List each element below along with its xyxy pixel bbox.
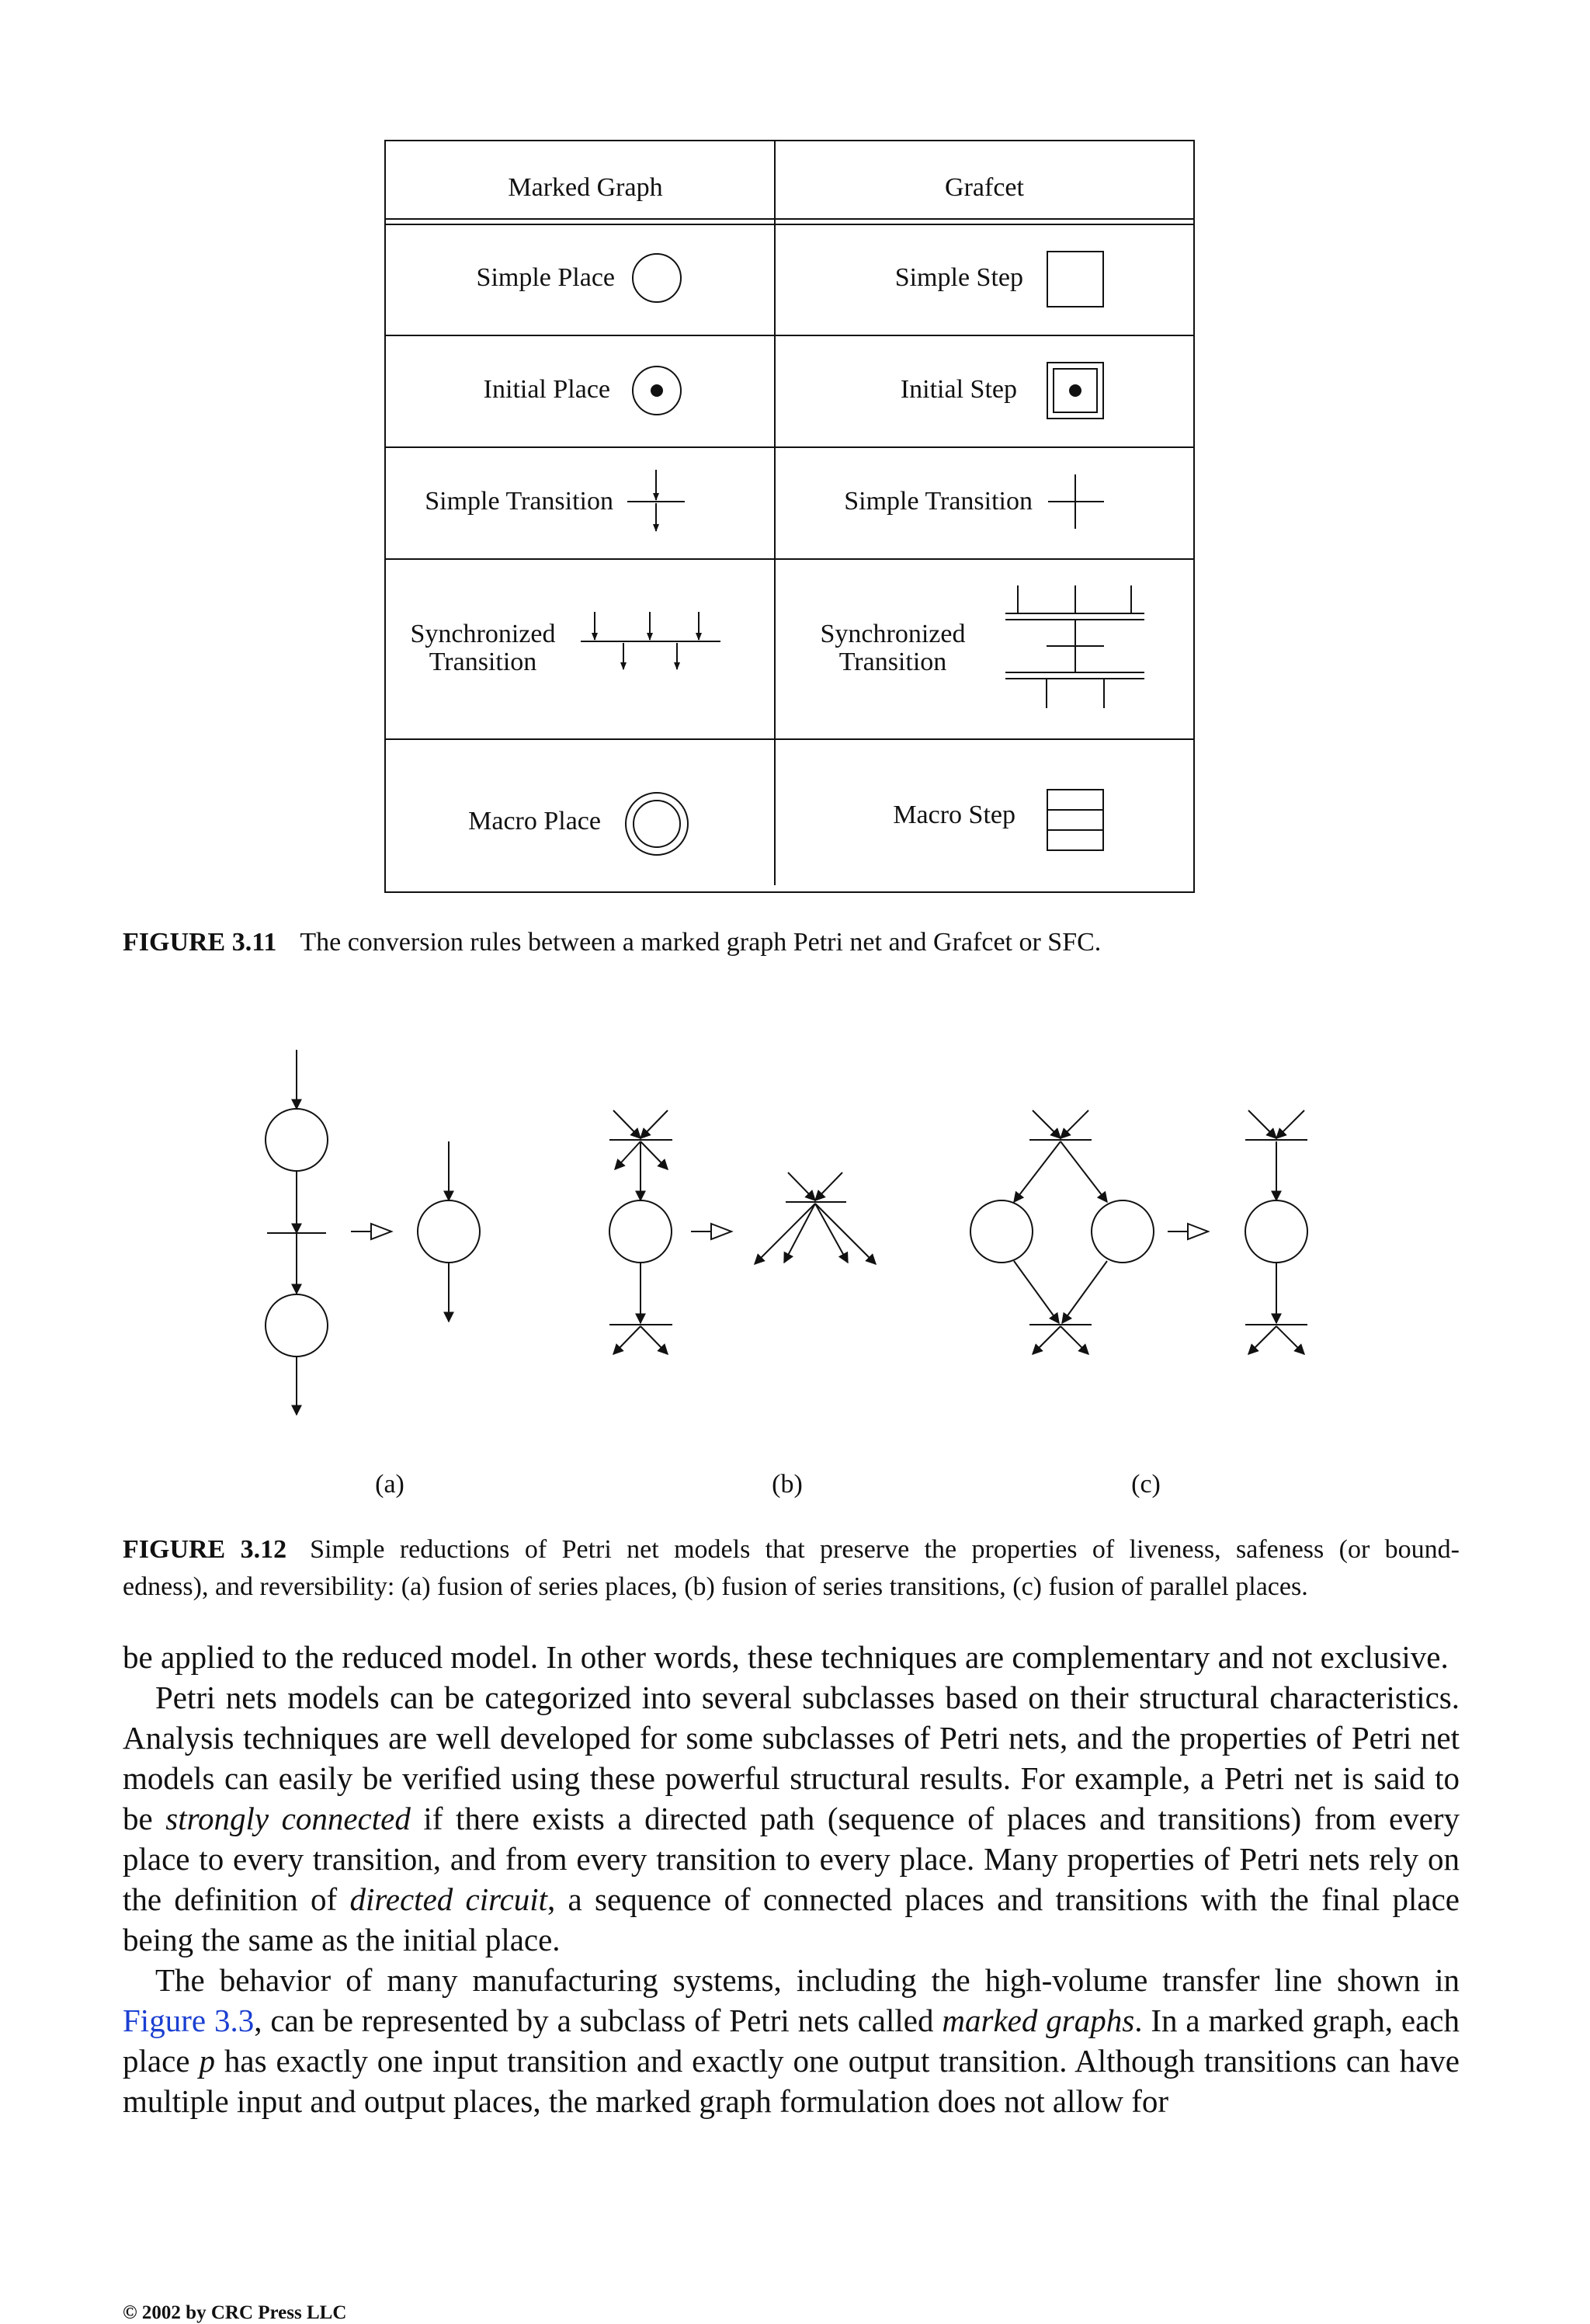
label-initial-step: Initial Step	[900, 375, 1017, 404]
panel-a-after	[418, 1141, 480, 1322]
p3-text-b: , can be represented by a subclass of Petri nets called	[254, 2003, 943, 2038]
label-sync-transition-left-1: Synchronized	[410, 620, 556, 648]
header-grafcet: Grafcet	[945, 173, 1024, 202]
figure-3-12-label: FIGURE 3.12	[123, 1535, 287, 1564]
label-sync-transition-right-1: Synchronized	[820, 620, 966, 648]
panel-b-before	[609, 1110, 672, 1354]
header-marked-graph: Marked Graph	[508, 173, 663, 202]
figure-3-12-caption-line1-text: Simple reductions of Petri net models that preserve the properties of liveness, safeness (or bound-	[310, 1535, 1460, 1564]
label-sync-transition-left-2: Transition	[429, 648, 537, 676]
reduction-arrow-icon-a	[351, 1224, 391, 1239]
figure-3-11-caption-text: The conversion rules between a marked graph Petri net and Grafcet or SFC.	[300, 928, 1102, 957]
copyright-footer: © 2002 by CRC Press LLC	[123, 2302, 347, 2323]
figure-3-12-caption-line-1	[123, 1531, 1460, 1568]
panel-label-c: (c)	[1131, 1470, 1161, 1499]
p3-text-c: . In a marked graph, each place	[123, 2003, 1460, 2079]
label-simple-transition-left: Simple Transition	[425, 487, 613, 516]
term-place-p: p	[199, 2043, 215, 2079]
paragraph-3	[123, 1960, 1460, 2121]
figure-3-12-caption-line-2: edness), and reversibility: (a) fusion of series places, (b) fusion of series transitions, (c) fusion of parallel places.	[123, 1572, 1308, 1601]
p3-text-a: The behavior of many manufacturing systems, including the high-volume transfer line shown in	[155, 1962, 1460, 1998]
panel-label-a: (a)	[375, 1470, 404, 1499]
p2-text-b: if there exists a directed path (sequence of places and transitions) from every place to every transition, and from every transition to every place. Many properties of Petri nets rely on the definition of	[123, 1801, 1460, 1917]
figure-3-3-link[interactable]: Figure 3.3	[123, 2003, 255, 2038]
label-simple-place: Simple Place	[476, 263, 615, 292]
term-marked-graphs: marked graphs	[942, 2003, 1135, 2038]
paragraph-1: be applied to the reduced model. In other words, these techniques are complementary and not exclusive.	[123, 1639, 1449, 1675]
label-simple-transition-right: Simple Transition	[844, 487, 1033, 516]
label-macro-place: Macro Place	[468, 807, 601, 835]
panel-a-before	[266, 1050, 328, 1415]
body-text	[123, 1637, 1460, 2121]
reduction-arrow-icon-b	[691, 1224, 731, 1239]
p3-text-d: has exactly one input transition and exactly one output transition. Although transitions can have multiple input and output places, the marked graph formulation does not allow for	[123, 2043, 1460, 2119]
panel-c-before	[970, 1110, 1154, 1354]
term-directed-circuit: directed circuit	[349, 1881, 548, 1917]
label-macro-step: Macro Step	[893, 801, 1015, 829]
label-initial-place: Initial Place	[483, 375, 610, 404]
panel-b-after	[755, 1172, 876, 1264]
figure-3-12-caption	[123, 1531, 1460, 1606]
reduction-arrow-icon-c	[1168, 1224, 1208, 1239]
term-strongly-connected: strongly connected	[165, 1801, 411, 1836]
figure-3-11-label: FIGURE 3.11	[123, 928, 277, 957]
p2-text-a: Petri nets models can be categorized into several subclasses based on their structural characteristics. Analysis techniques are well developed for some subclasses of Petri nets, and the properties of Petri net models can easily be verified using these powerful structural results. For example, a Petri net is said to be	[123, 1680, 1460, 1836]
label-sync-transition-right-2: Transition	[838, 648, 947, 676]
label-simple-step: Simple Step	[894, 263, 1023, 292]
panel-label-b: (b)	[772, 1470, 803, 1499]
paragraph-2	[123, 1677, 1460, 1960]
p2-text-c: , a sequence of connected places and transitions with the final place being the same as the initial place.	[123, 1881, 1460, 1958]
panel-c-after	[1245, 1110, 1307, 1354]
